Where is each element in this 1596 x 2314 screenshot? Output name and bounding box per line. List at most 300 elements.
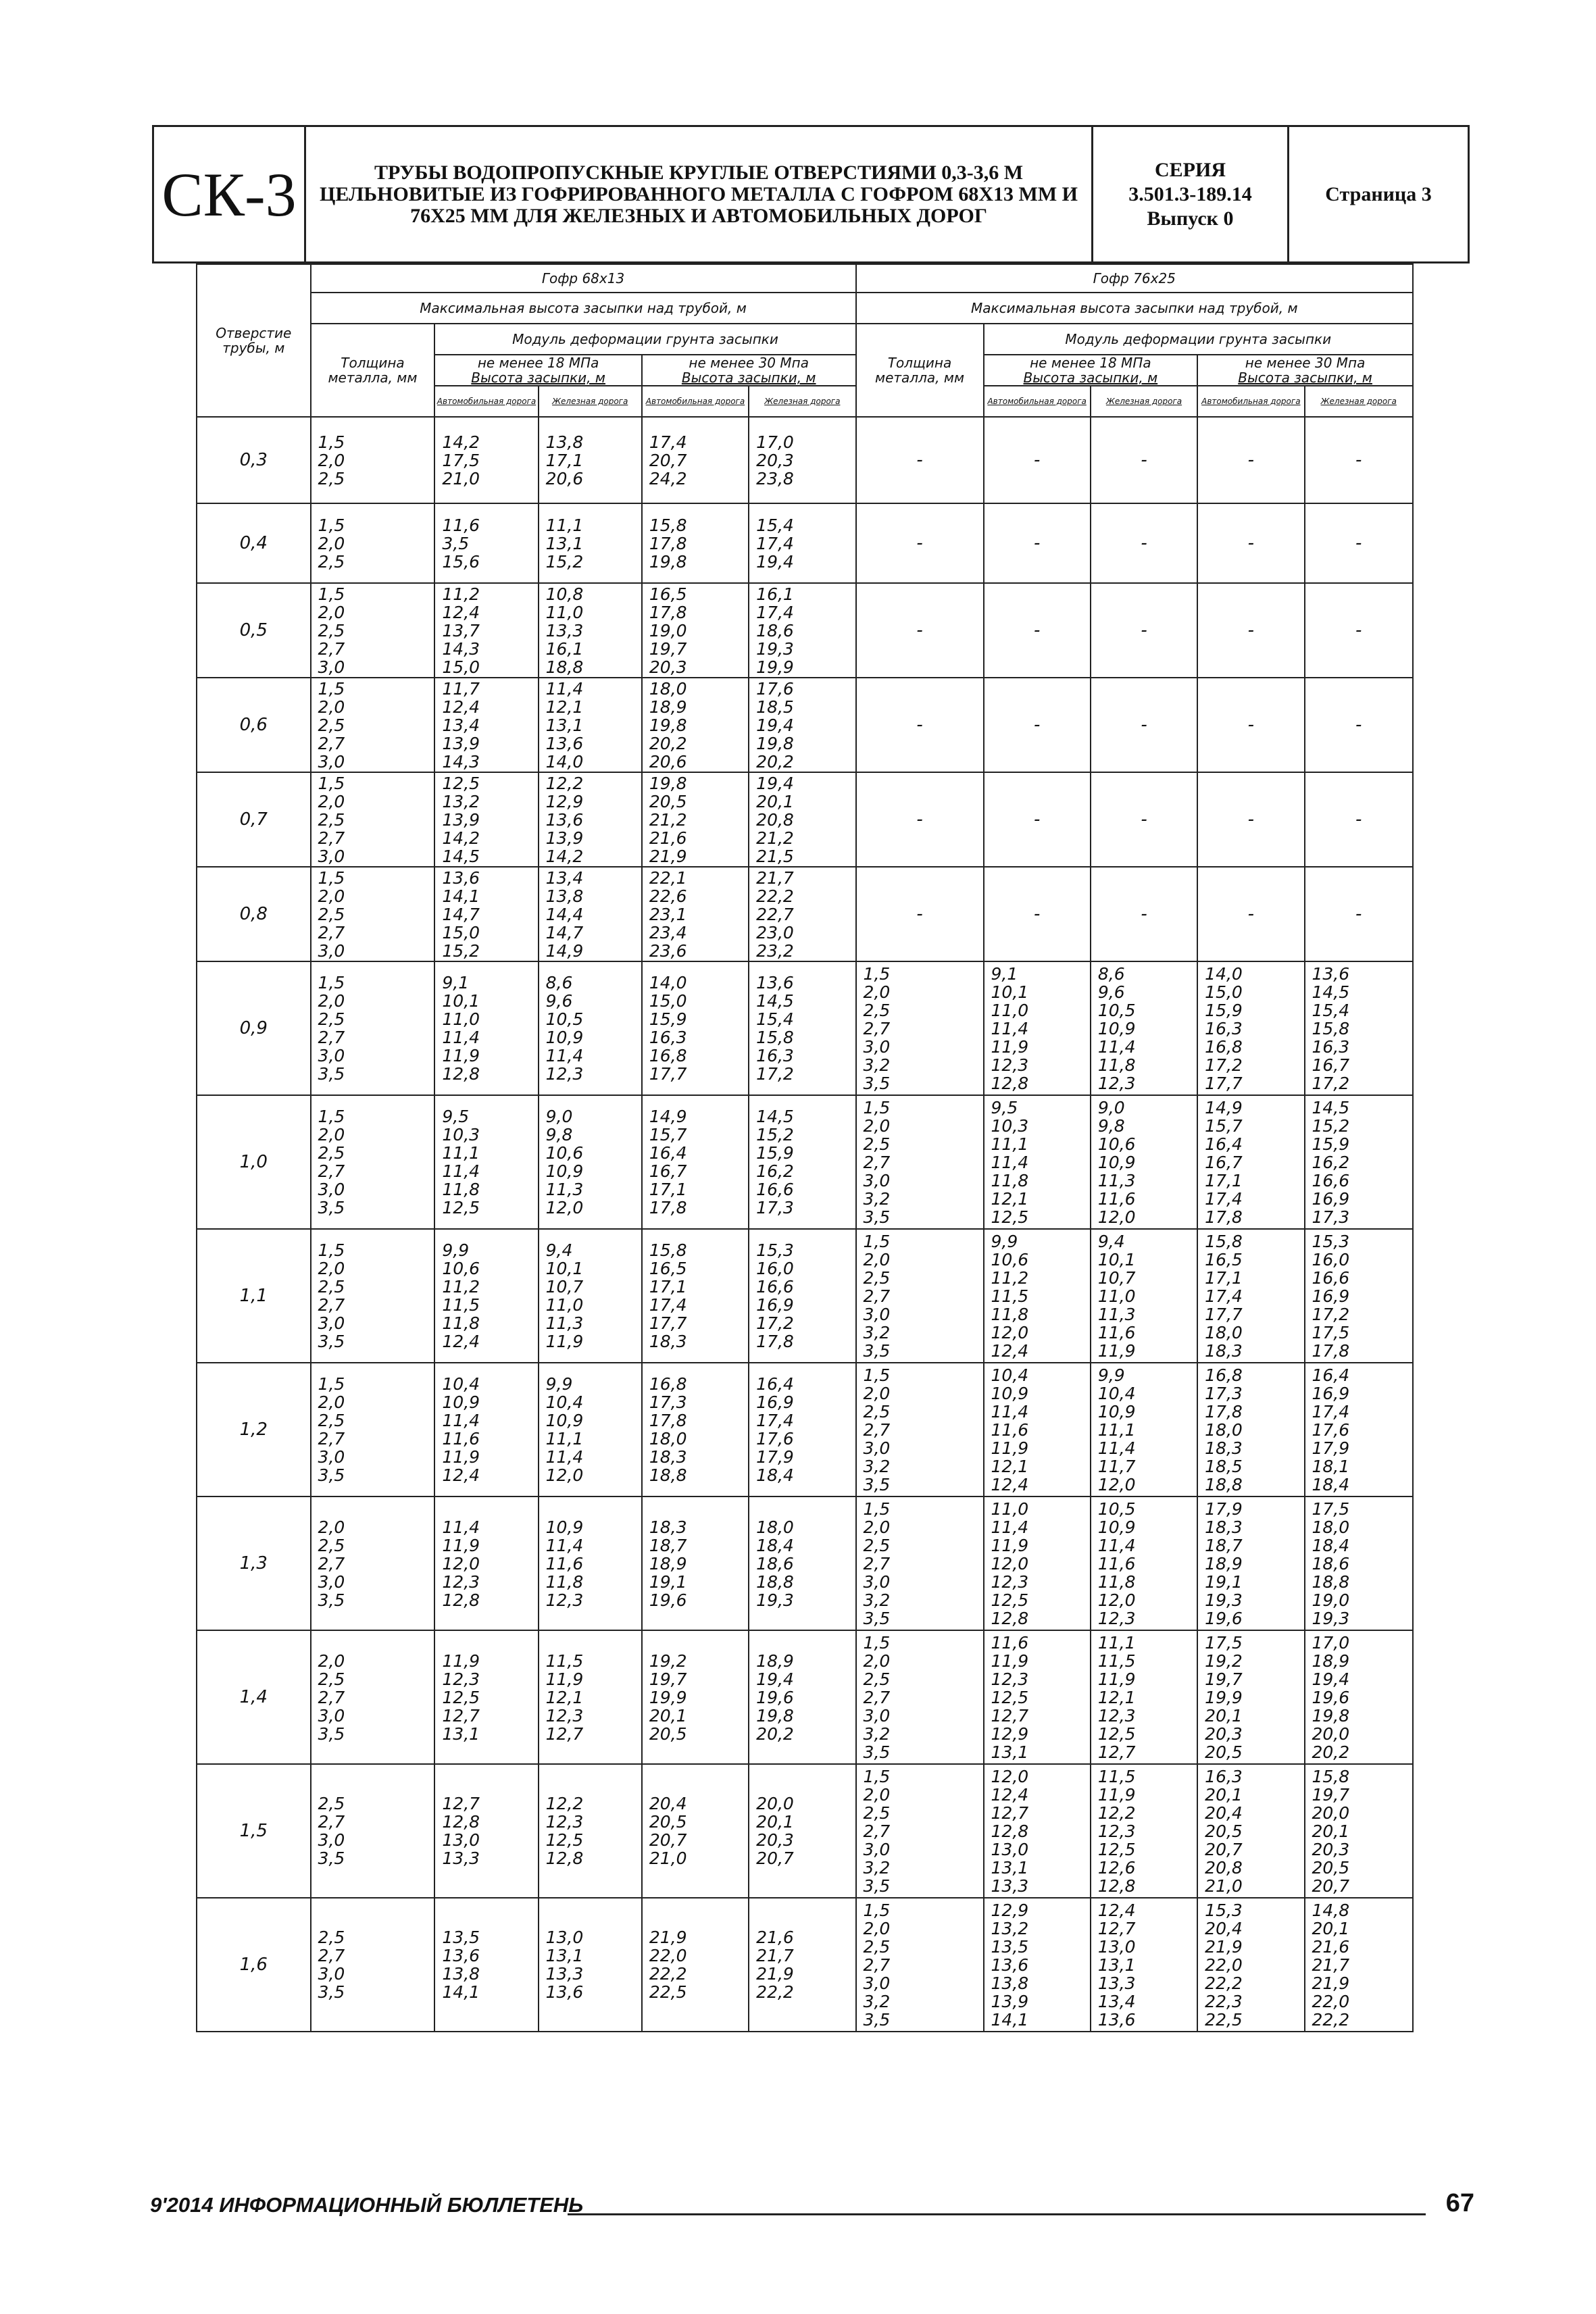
cell-values: -: [1355, 532, 1362, 553]
opening-cell: 0,5: [197, 583, 311, 678]
value-cell-r18: [539, 503, 642, 583]
cell-values: 11,9 12,3 12,5 12,7 13,1: [442, 1651, 480, 1744]
cell-values: -: [1355, 809, 1362, 830]
value-cell-t2: [856, 417, 984, 503]
mod30-header-1: [642, 355, 856, 386]
document-header: [152, 125, 1470, 263]
cell-values: 11,1 13,1 15,2: [545, 515, 584, 572]
cell-values: 13,6 14,5 15,4 15,8 16,3 16,7 17,2: [1312, 963, 1350, 1093]
series-number: 3.501.3-189.14: [1128, 182, 1252, 205]
cell-values: 14,2 17,5 21,0: [442, 432, 480, 488]
value-cell-s18: [1091, 1496, 1197, 1630]
height-label: Высота засыпки, м: [1023, 370, 1158, 386]
cell-values: 16,8 17,3 17,8 18,0 18,3 18,5 18,8: [1205, 1365, 1243, 1494]
cell-values: 21,9 22,0 22,2 22,5: [649, 1928, 687, 2002]
value-cell-t1: [311, 961, 435, 1095]
value-cell-a30: [642, 1764, 749, 1898]
cell-values: 1,5 2,0 2,5 2,7 3,0 3,2 3,5: [863, 1097, 891, 1227]
opening-cell: 0,4: [197, 503, 311, 583]
value-cell-r30: [749, 417, 855, 503]
cell-values: 1,5 2,0 2,5 2,7 3,0 3,2 3,5: [863, 1499, 891, 1628]
modulus-header-2: Модуль деформации грунта засыпки: [984, 324, 1413, 355]
value-cell-a18: [434, 1363, 538, 1496]
value-cell-r30: [749, 678, 855, 772]
opening-cell: 0,3: [197, 417, 311, 503]
table-row: [197, 867, 1413, 961]
value-cell-t1: [311, 417, 435, 503]
cell-values: 9,1 10,1 11,0 11,4 11,9 12,3 12,8: [991, 963, 1029, 1093]
cell-values: 10,4 10,9 11,4 11,6 11,9 12,1 12,4: [991, 1365, 1029, 1494]
value-cell-r18: [539, 583, 642, 678]
value-cell-b18: [984, 772, 1091, 867]
cell-values: -: [1247, 449, 1255, 470]
value-cell-a18: [434, 1095, 538, 1229]
value-cell-t1: [311, 1630, 435, 1764]
cell-values: 16,8 17,3 17,8 18,0 18,3 18,8: [649, 1374, 687, 1485]
table-row: [197, 1496, 1413, 1630]
value-cell-t2: [856, 1095, 984, 1229]
cell-values: -: [1033, 620, 1041, 640]
cell-values: 20,4 20,5 20,7 21,0: [649, 1794, 687, 1868]
value-cell-t1: [311, 1095, 435, 1229]
value-cell-r30: [749, 583, 855, 678]
gofr2-header: Гофр 76х25: [856, 264, 1413, 293]
cell-values: -: [1247, 903, 1255, 924]
cell-values: -: [1033, 532, 1041, 553]
value-cell-s30: [1305, 1630, 1414, 1764]
cell-values: 16,4 16,9 17,4 17,6 17,9 18,1 18,4: [1312, 1365, 1350, 1494]
value-cell-r18: [539, 417, 642, 503]
cell-values: 18,0 18,4 18,6 18,8 19,3: [756, 1517, 794, 1610]
value-cell-s18: [1091, 1764, 1197, 1898]
cell-values: 12,2 12,9 13,6 13,9 14,2: [545, 773, 584, 866]
value-cell-a18: [434, 867, 538, 961]
table-row: [197, 678, 1413, 772]
table-row: [197, 1095, 1413, 1229]
opening-cell: 1,4: [197, 1630, 311, 1764]
page-footer: [150, 2184, 1474, 2221]
cell-values: 11,4 11,9 12,0 12,3 12,8: [442, 1517, 480, 1610]
opening-header: Отверстие трубы, м: [197, 264, 311, 417]
height-label: Высота засыпки, м: [681, 370, 816, 386]
value-cell-a18: [434, 417, 538, 503]
value-cell-s18: [1091, 772, 1197, 867]
value-cell-s18: [1091, 503, 1197, 583]
mod30-header-2: [1197, 355, 1413, 386]
cell-values: 17,0 20,3 23,8: [756, 432, 794, 488]
value-cell-b18: [984, 1496, 1091, 1630]
value-cell-b30: [1197, 867, 1304, 961]
cell-values: -: [1141, 449, 1147, 470]
value-cell-r30: [749, 1363, 855, 1496]
value-cell-t1: [311, 678, 435, 772]
value-cell-s18: [1091, 678, 1197, 772]
cell-values: 17,0 18,9 19,4 19,6 19,8 20,0 20,2: [1312, 1632, 1350, 1762]
value-cell-b30: [1197, 961, 1304, 1095]
cell-values: 15,8 16,5 17,1 17,4 17,7 18,3: [649, 1240, 687, 1351]
value-cell-t1: [311, 772, 435, 867]
value-cell-t2: [856, 1496, 984, 1630]
value-cell-t1: [311, 867, 435, 961]
value-cell-r18: [539, 961, 642, 1095]
value-cell-b30: [1197, 1363, 1304, 1496]
value-cell-t1: [311, 1229, 435, 1363]
value-cell-t2: [856, 678, 984, 772]
cell-values: 9,0 9,8 10,6 10,9 11,3 12,0: [545, 1107, 584, 1217]
cell-values: 12,7 12,8 13,0 13,3: [442, 1794, 480, 1868]
cell-values: -: [916, 532, 923, 553]
value-cell-s30: [1305, 1363, 1414, 1496]
cell-values: -: [1033, 903, 1041, 924]
value-cell-r18: [539, 772, 642, 867]
value-cell-r18: [539, 1229, 642, 1363]
value-cell-t2: [856, 1898, 984, 2032]
cell-values: 14,5 15,2 15,9 16,2 16,6 17,3: [756, 1107, 794, 1217]
value-cell-b30: [1197, 1229, 1304, 1363]
value-cell-a30: [642, 1898, 749, 2032]
value-cell-r18: [539, 678, 642, 772]
cell-values: 15,8 17,8 19,8: [649, 515, 687, 572]
cell-values: 1,5 2,0 2,5 2,7 3,0 3,2 3,5: [863, 1900, 891, 2030]
document-title: ТРУБЫ ВОДОПРОПУСКНЫЕ КРУГЛЫЕ ОТВЕРСТИЯМИ 0,3-3,6 М ЦЕЛЬНОВИТЫЕ ИЗ ГОФРИРОВАННОГО МЕТАЛЛА С ГОФРОМ 68Х13 ММ И 76Х25 ММ ДЛЯ ЖЕЛЕЗНЫХ И АВТОМОБИЛЬНЫХ ДОРОГ: [306, 127, 1093, 261]
value-cell-r30: [749, 867, 855, 961]
cell-values: 16,3 20,1 20,4 20,5 20,7 20,8 21,0: [1205, 1766, 1243, 1896]
value-cell-a18: [434, 678, 538, 772]
value-cell-s30: [1305, 1496, 1414, 1630]
value-cell-a30: [642, 867, 749, 961]
cell-values: 2,5 2,7 3,0 3,5: [318, 1928, 345, 2002]
value-cell-s30: [1305, 417, 1414, 503]
opening-cell: 0,8: [197, 867, 311, 961]
opening-cell: 1,2: [197, 1363, 311, 1496]
value-cell-s18: [1091, 1229, 1197, 1363]
cell-values: -: [1141, 809, 1147, 830]
value-cell-r30: [749, 1898, 855, 2032]
cell-values: 16,5 17,8 19,0 19,7 20,3: [649, 584, 687, 677]
value-cell-t2: [856, 867, 984, 961]
cell-values: 11,2 12,4 13,7 14,3 15,0: [442, 584, 480, 677]
value-cell-a18: [434, 503, 538, 583]
cell-values: -: [916, 620, 923, 640]
value-cell-r30: [749, 1764, 855, 1898]
value-cell-t1: [311, 1764, 435, 1898]
value-cell-b30: [1197, 1898, 1304, 2032]
value-cell-s30: [1305, 772, 1414, 867]
cell-values: 14,9 15,7 16,4 16,7 17,1 17,4 17,8: [1205, 1097, 1243, 1227]
value-cell-s30: [1305, 1898, 1414, 2032]
value-cell-b18: [984, 1630, 1091, 1764]
fill-height-table: [196, 263, 1414, 2032]
cell-values: 9,9 10,6 11,2 11,5 11,8 12,0 12,4: [991, 1231, 1029, 1361]
value-cell-t2: [856, 1630, 984, 1764]
opening-cell: 1,0: [197, 1095, 311, 1229]
cell-values: 9,9 10,4 10,9 11,1 11,4 11,7 12,0: [1097, 1365, 1136, 1494]
cell-values: 14,9 15,7 16,4 16,7 17,1 17,8: [649, 1107, 687, 1217]
cell-values: -: [1033, 714, 1041, 735]
value-cell-a30: [642, 678, 749, 772]
cell-values: 19,4 20,1 20,8 21,2 21,5: [756, 773, 794, 866]
value-cell-a30: [642, 772, 749, 867]
cell-values: 12,0 12,4 12,7 12,8 13,0 13,1 13,3: [991, 1766, 1029, 1896]
value-cell-r18: [539, 1363, 642, 1496]
value-cell-b30: [1197, 1764, 1304, 1898]
opening-cell: 1,3: [197, 1496, 311, 1630]
cell-values: 10,5 10,9 11,4 11,6 11,8 12,0 12,3: [1097, 1499, 1136, 1628]
table-row: [197, 1898, 1413, 2032]
value-cell-a30: [642, 1363, 749, 1496]
cell-values: 14,0 15,0 15,9 16,3 16,8 17,2 17,7: [1205, 963, 1243, 1093]
cell-values: 15,4 17,4 19,4: [756, 515, 794, 572]
cell-values: 11,5 11,9 12,1 12,3 12,7: [545, 1651, 584, 1744]
cell-values: 14,5 15,2 15,9 16,2 16,6 16,9 17,3: [1312, 1097, 1350, 1227]
table-body: [197, 417, 1413, 2032]
value-cell-r18: [539, 1496, 642, 1630]
value-cell-a30: [642, 503, 749, 583]
value-cell-r18: [539, 1095, 642, 1229]
value-cell-b18: [984, 503, 1091, 583]
value-cell-b30: [1197, 583, 1304, 678]
auto-road-header: Автомобильная дорога: [434, 386, 538, 417]
cell-values: 9,1 10,1 11,0 11,4 11,9 12,8: [442, 973, 480, 1084]
value-cell-r18: [539, 1630, 642, 1764]
cell-values: 9,9 10,6 11,2 11,5 11,8 12,4: [442, 1240, 480, 1351]
cell-values: 18,3 18,7 18,9 19,1 19,6: [649, 1517, 687, 1610]
value-cell-a18: [434, 1496, 538, 1630]
table-row: [197, 583, 1413, 678]
value-cell-a18: [434, 772, 538, 867]
modulus-header-1: Модуль деформации грунта засыпки: [434, 324, 855, 355]
cell-values: -: [1141, 714, 1147, 735]
cell-values: -: [1355, 903, 1362, 924]
cell-values: 17,5 19,2 19,7 19,9 20,1 20,3 20,5: [1205, 1632, 1243, 1762]
value-cell-r30: [749, 1229, 855, 1363]
value-cell-s18: [1091, 583, 1197, 678]
cell-values: 9,0 9,8 10,6 10,9 11,3 11,6 12,0: [1097, 1097, 1136, 1227]
value-cell-b18: [984, 961, 1091, 1095]
value-cell-r18: [539, 867, 642, 961]
value-cell-s30: [1305, 1095, 1414, 1229]
value-cell-s30: [1305, 503, 1414, 583]
cell-values: 13,0 13,1 13,3 13,6: [545, 1928, 584, 2002]
cell-values: 17,5 18,0 18,4 18,6 18,8 19,0 19,3: [1312, 1499, 1350, 1628]
mod18-label: не менее 18 МПа: [477, 355, 599, 371]
cell-values: 12,2 12,3 12,5 12,8: [545, 1794, 584, 1868]
cell-values: -: [1141, 532, 1147, 553]
cell-values: 1,5 2,0 2,5 2,7 3,0 3,2 3,5: [863, 1231, 891, 1361]
height-label: Высота засыпки, м: [471, 370, 605, 386]
rail-road-header: Железная дорога: [539, 386, 642, 417]
cell-values: 14,8 20,1 21,6 21,7 21,9 22,0 22,2: [1312, 1900, 1350, 2030]
cell-values: 12,5 13,2 13,9 14,2 14,5: [442, 773, 480, 866]
cell-values: 8,6 9,6 10,5 10,9 11,4 11,8 12,3: [1097, 963, 1136, 1093]
cell-values: -: [916, 714, 923, 735]
cell-values: -: [1355, 620, 1362, 640]
cell-values: 17,9 18,3 18,7 18,9 19,1 19,3 19,6: [1205, 1499, 1243, 1628]
cell-values: 11,7 12,4 13,4 13,9 14,3: [442, 678, 480, 772]
rail-road-header: Железная дорога: [749, 386, 855, 417]
cell-values: 15,3 16,0 16,6 16,9 17,2 17,8: [756, 1240, 794, 1351]
cell-values: 1,5 2,0 2,5 2,7 3,0: [318, 584, 345, 677]
value-cell-t2: [856, 772, 984, 867]
cell-values: 15,3 16,0 16,6 16,9 17,2 17,5 17,8: [1312, 1231, 1350, 1361]
gofr1-header: Гофр 68х13: [311, 264, 856, 293]
cell-values: 13,6 14,5 15,4 15,8 16,3 17,2: [756, 973, 794, 1084]
value-cell-r18: [539, 1764, 642, 1898]
cell-values: -: [916, 903, 923, 924]
table-row: [197, 1363, 1413, 1496]
cell-values: 9,4 10,1 10,7 11,0 11,3 11,9: [545, 1240, 584, 1351]
value-cell-s30: [1305, 583, 1414, 678]
cell-values: 13,6 14,1 14,7 15,0 15,2: [442, 867, 480, 961]
cell-values: 13,4 13,8 14,4 14,7 14,9: [545, 867, 584, 961]
cell-values: 22,1 22,6 23,1 23,4 23,6: [649, 867, 687, 961]
value-cell-a18: [434, 583, 538, 678]
value-cell-a18: [434, 1229, 538, 1363]
cell-values: 17,6 18,5 19,4 19,8 20,2: [756, 678, 794, 772]
value-cell-a30: [642, 961, 749, 1095]
value-cell-b18: [984, 1229, 1091, 1363]
value-cell-a18: [434, 1764, 538, 1898]
table-row: [197, 1229, 1413, 1363]
cell-values: 2,0 2,5 2,7 3,0 3,5: [318, 1517, 345, 1610]
value-cell-s18: [1091, 1095, 1197, 1229]
value-cell-b18: [984, 867, 1091, 961]
series-label: СЕРИЯ: [1155, 158, 1226, 181]
value-cell-t2: [856, 583, 984, 678]
value-cell-a18: [434, 1898, 538, 2032]
value-cell-t2: [856, 1363, 984, 1496]
mod18-header-1: [434, 355, 641, 386]
value-cell-s18: [1091, 1363, 1197, 1496]
cell-values: -: [1247, 714, 1255, 735]
mod18-header-2: [984, 355, 1198, 386]
value-cell-b30: [1197, 678, 1304, 772]
value-cell-s30: [1305, 867, 1414, 961]
value-cell-s18: [1091, 1898, 1197, 2032]
opening-cell: 1,6: [197, 1898, 311, 2032]
cell-values: 1,5 2,0 2,5 2,7 3,0 3,5: [318, 1374, 345, 1485]
value-cell-r30: [749, 961, 855, 1095]
value-cell-b18: [984, 583, 1091, 678]
auto-road-header: Автомобильная дорога: [642, 386, 749, 417]
cell-values: 10,9 11,4 11,6 11,8 12,3: [545, 1517, 584, 1610]
cell-values: 10,8 11,0 13,3 16,1 18,8: [545, 584, 584, 677]
cell-values: 1,5 2,0 2,5 2,7 3,0 3,2 3,5: [863, 963, 891, 1093]
value-cell-a30: [642, 1630, 749, 1764]
cell-values: 19,2 19,7 19,9 20,1 20,5: [649, 1651, 687, 1744]
opening-cell: 0,7: [197, 772, 311, 867]
value-cell-s18: [1091, 867, 1197, 961]
cell-values: 21,7 22,2 22,7 23,0 23,2: [756, 867, 794, 961]
cell-values: 2,0 2,5 2,7 3,0 3,5: [318, 1651, 345, 1744]
value-cell-b30: [1197, 503, 1304, 583]
value-cell-s18: [1091, 1630, 1197, 1764]
value-cell-b18: [984, 678, 1091, 772]
cell-values: 15,8 19,7 20,0 20,1 20,3 20,5 20,7: [1312, 1766, 1350, 1896]
cell-values: 16,4 16,9 17,4 17,6 17,9 18,4: [756, 1374, 794, 1485]
value-cell-t1: [311, 583, 435, 678]
rail-road-header: Железная дорога: [1091, 386, 1197, 417]
cell-values: 2,5 2,7 3,0 3,5: [318, 1794, 345, 1868]
table-row: [197, 1764, 1413, 1898]
cell-values: -: [1355, 449, 1362, 470]
page-number: 67: [1445, 2189, 1474, 2217]
thickness-header-2: Толщина металла, мм: [856, 324, 984, 417]
value-cell-t1: [311, 1496, 435, 1630]
document-code: СК-3: [154, 127, 306, 261]
cell-values: 15,3 20,4 21,9 22,0 22,2 22,3 22,5: [1205, 1900, 1243, 2030]
table-row: [197, 1630, 1413, 1764]
value-cell-a30: [642, 1229, 749, 1363]
cell-values: 1,5 2,0 2,5 2,7 3,0 3,5: [318, 973, 345, 1084]
cell-values: 1,5 2,0 2,5 2,7 3,0 3,5: [318, 1240, 345, 1351]
cell-values: 18,0 18,9 19,8 20,2 20,6: [649, 678, 687, 772]
cell-values: 11,6 11,9 12,3 12,5 12,7 12,9 13,1: [991, 1632, 1029, 1762]
cell-values: 9,5 10,3 11,1 11,4 11,8 12,1 12,5: [991, 1097, 1029, 1227]
value-cell-s30: [1305, 1764, 1414, 1898]
value-cell-b30: [1197, 1630, 1304, 1764]
value-cell-s18: [1091, 417, 1197, 503]
value-cell-t1: [311, 1363, 435, 1496]
cell-values: 16,1 17,4 18,6 19,3 19,9: [756, 584, 794, 677]
cell-values: 19,8 20,5 21,2 21,6 21,9: [649, 773, 687, 866]
value-cell-r30: [749, 1496, 855, 1630]
cell-values: 20,0 20,1 20,3 20,7: [756, 1794, 794, 1868]
mod30-label: не менее 30 Мпа: [1245, 355, 1366, 371]
table-row: [197, 417, 1413, 503]
cell-values: 13,5 13,6 13,8 14,1: [442, 1928, 480, 2002]
cell-values: -: [1247, 620, 1255, 640]
footer-rule: [568, 2213, 1426, 2215]
table-row: [197, 961, 1413, 1095]
value-cell-b18: [984, 1095, 1091, 1229]
cell-values: 9,5 10,3 11,1 11,4 11,8 12,5: [442, 1107, 480, 1217]
value-cell-b18: [984, 1764, 1091, 1898]
value-cell-t2: [856, 1229, 984, 1363]
cell-values: -: [1033, 449, 1041, 470]
cell-values: 17,4 20,7 24,2: [649, 432, 687, 488]
cell-values: 11,0 11,4 11,9 12,0 12,3 12,5 12,8: [991, 1499, 1029, 1628]
cell-values: 1,5 2,0 2,5 2,7 3,0: [318, 773, 345, 866]
auto-road-header: Автомобильная дорога: [984, 386, 1091, 417]
value-cell-a18: [434, 1630, 538, 1764]
max-height-header-2: Максимальная высота засыпки над трубой, м: [856, 293, 1413, 324]
cell-values: 1,5 2,0 2,5 2,7 3,0: [318, 867, 345, 961]
value-cell-b18: [984, 1898, 1091, 2032]
value-cell-t2: [856, 961, 984, 1095]
footer-text: 9'2014 ИНФОРМАЦИОННЫЙ БЮЛЛЕТЕНЬ: [150, 2193, 584, 2217]
value-cell-a18: [434, 961, 538, 1095]
value-cell-b18: [984, 417, 1091, 503]
cell-values: 11,1 11,5 11,9 12,1 12,3 12,5 12,7: [1097, 1632, 1136, 1762]
cell-values: 1,5 2,0 2,5 2,7 3,0 3,2 3,5: [863, 1365, 891, 1494]
cell-values: 10,4 10,9 11,4 11,6 11,9 12,4: [442, 1374, 480, 1485]
value-cell-r30: [749, 772, 855, 867]
cell-values: 21,6 21,7 21,9 22,2: [756, 1928, 794, 2002]
cell-values: -: [1141, 620, 1147, 640]
cell-values: -: [1247, 532, 1255, 553]
auto-road-header: Автомобильная дорога: [1197, 386, 1304, 417]
value-cell-r30: [749, 1630, 855, 1764]
max-height-header-1: Максимальная высота засыпки над трубой, м: [311, 293, 856, 324]
cell-values: 11,6 3,5 15,6: [442, 515, 480, 572]
opening-cell: 1,1: [197, 1229, 311, 1363]
value-cell-r30: [749, 503, 855, 583]
cell-values: -: [916, 449, 923, 470]
mod30-label: не менее 30 Мпа: [689, 355, 809, 371]
value-cell-a30: [642, 583, 749, 678]
table-row: [197, 772, 1413, 867]
